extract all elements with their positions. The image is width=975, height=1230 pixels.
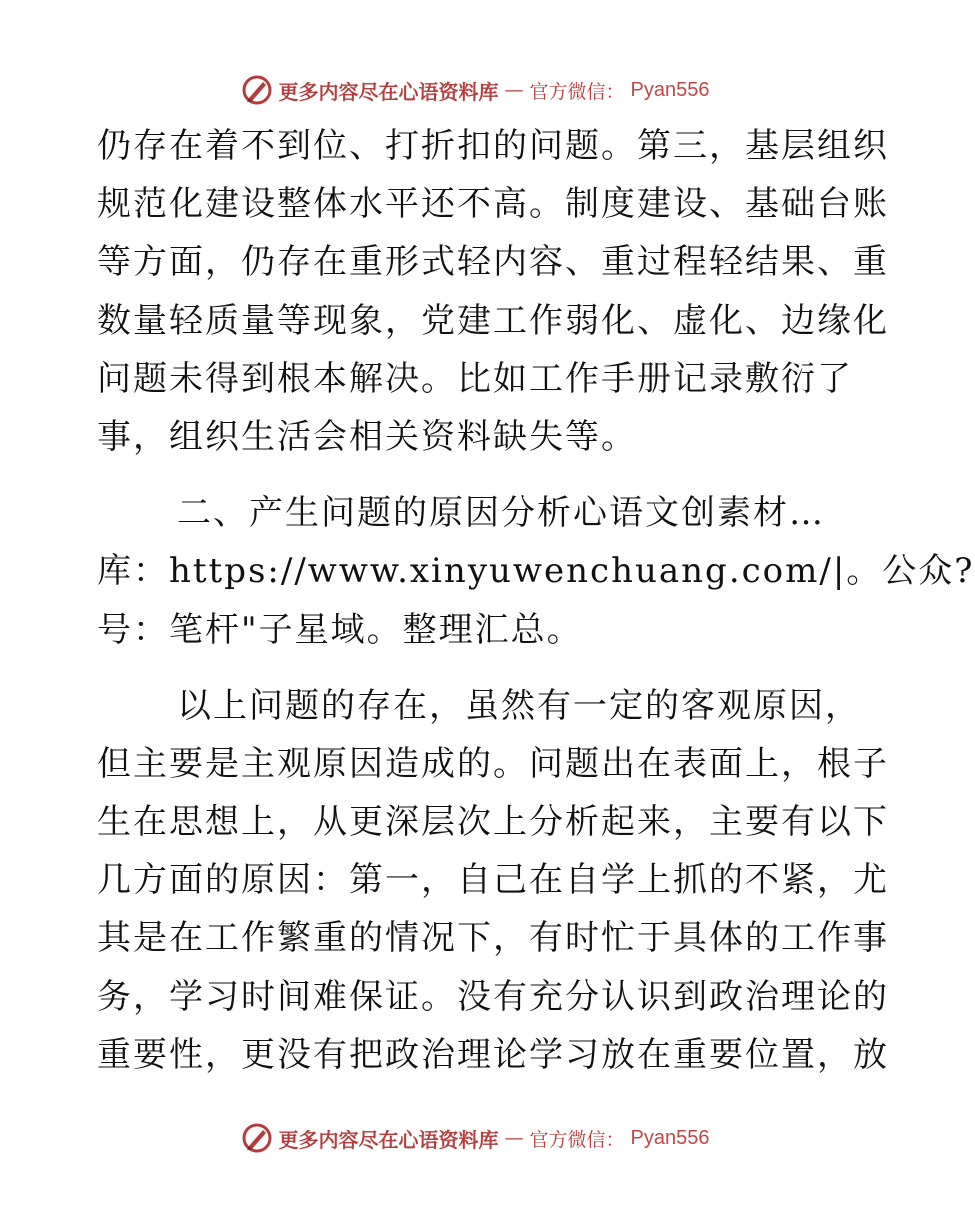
text-line: 其是在工作繁重的情况下，有时忙于具体的工作事 [97,918,889,959]
banner-site-text: 更多内容尽在心语资料库 [278,1127,499,1152]
pen-logo-icon [241,74,273,106]
text-line: 重要性，更没有把政治理论学习放在重要位置，放 [97,1034,889,1075]
text-line: 几方面的原因：第一，自己在自学上抓的不紧，尤 [97,860,889,901]
paragraph-3 [97,677,889,1084]
text-line: 但主要是主观原因造成的。问题出在表面上，根子 [97,743,889,784]
pen-logo-icon [241,1122,273,1154]
banner-dash: — [504,79,524,101]
text-line: 数量轻质量等现象，党建工作弱化、虚化、边缘化 [97,300,889,341]
banner-wechat-id: Pyan556 [630,1126,710,1149]
banner-dash: — [504,1127,524,1149]
document-body [97,117,975,1084]
text-line: 仍存在着不到位、打折扣的问题。第三，基层组织 [97,126,889,166]
paragraph-2 [97,484,975,659]
banner-official-label: 官方微信： [529,1128,625,1151]
text-line: 问题未得到根本解决。比如工作手册记录敷衍了 [97,358,853,399]
text-line: 等方面，仍存在重形式轻内容、重过程轻结果、重 [97,242,889,283]
text-line: 务，学习时间难保证。没有充分认识到政治理论的 [97,976,889,1017]
section-heading-line: 二、产生问题的原因分析心语文创素材… [177,493,825,534]
footer-banner [0,1118,950,1158]
paragraph-1 [97,117,889,466]
text-line: 以上问题的存在，虽然有一定的客观原因， [177,685,861,726]
text-line: 号：笔杆"子星域。整理汇总。 [97,609,583,650]
text-line: 生在思想上，从更深层次上分析起来，主要有以下 [97,802,889,843]
text-line: 库：https://www.xinyuwenchuang.com/|。公众? [97,551,975,592]
banner-wechat-id: Pyan556 [630,78,710,101]
banner-official-label: 官方微信： [529,80,625,103]
text-line: 规范化建设整体水平还不高。制度建设、基础台账 [97,184,889,225]
banner-site-text: 更多内容尽在心语资料库 [278,79,499,104]
header-banner [0,70,950,110]
text-line: 事，组织生活会相关资料缺失等。 [97,416,637,457]
